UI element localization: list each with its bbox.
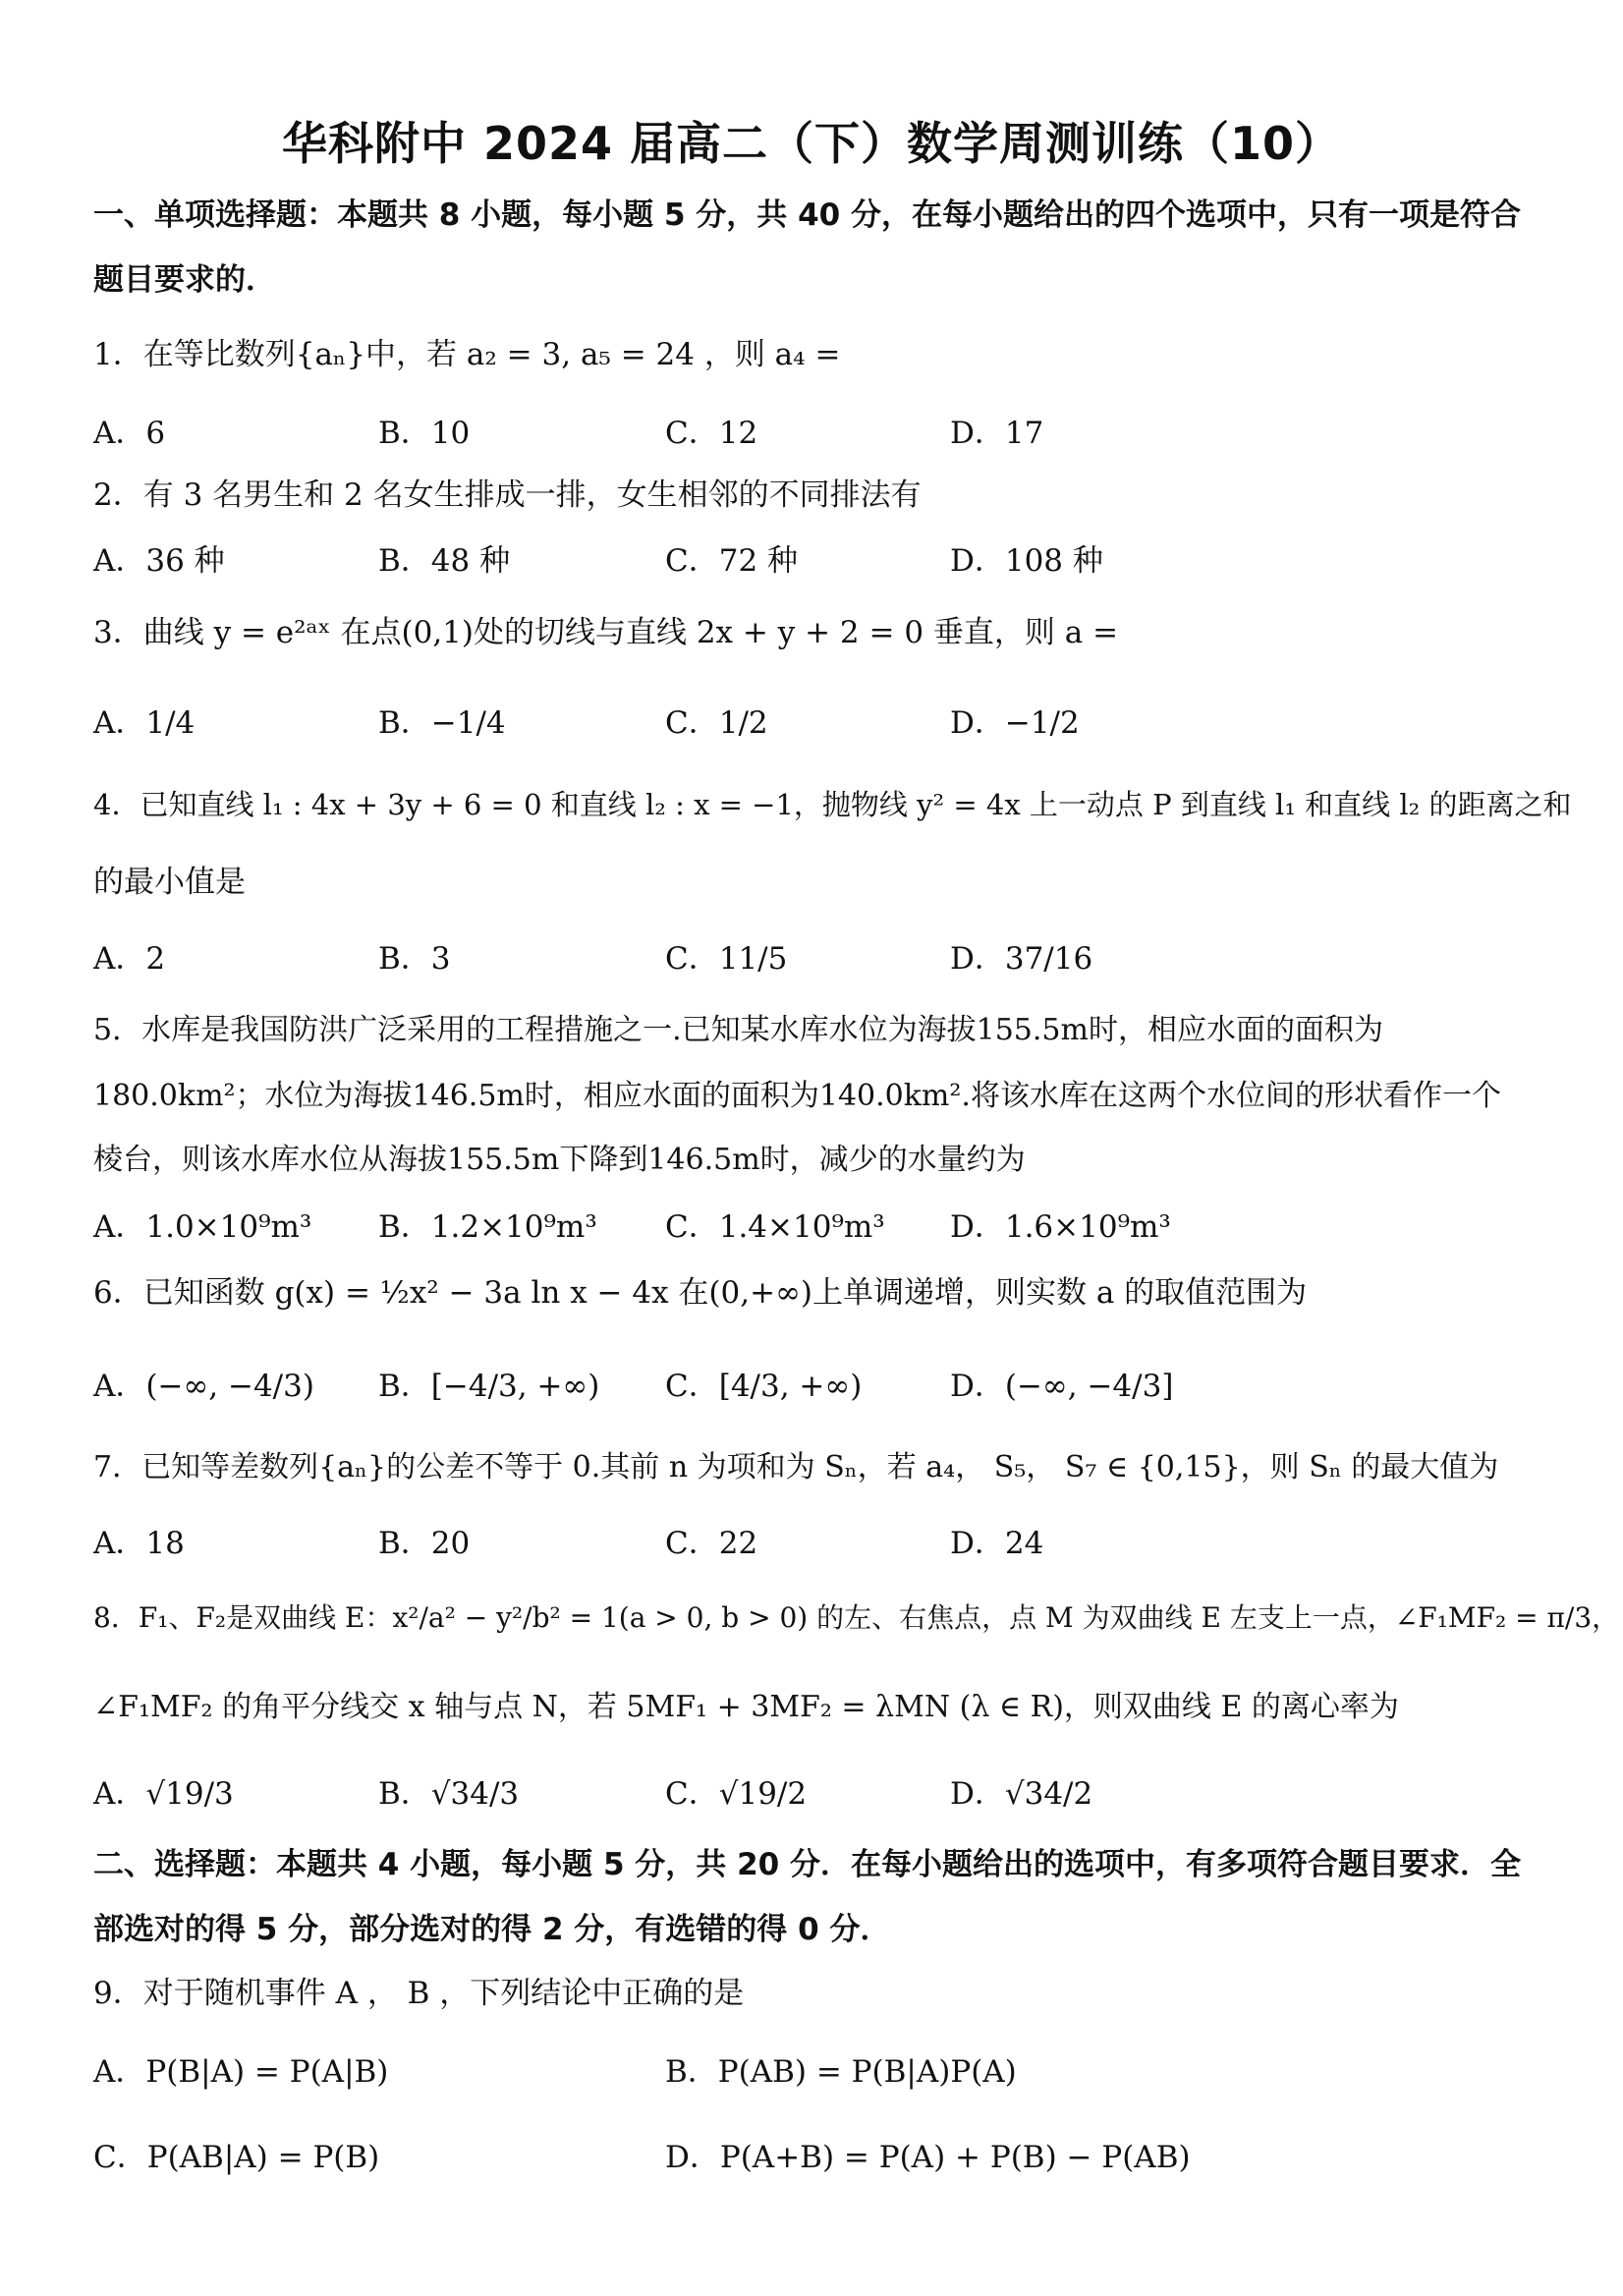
question-1-stem: 1．在等比数列{aₙ}中，若 a₂ = 3, a₅ = 24 ，则 a₄ = (93, 337, 841, 372)
question-9-options-row1 (93, 2046, 1547, 2105)
option-b[interactable]: B．1.2×10⁹m³ (378, 1209, 597, 1245)
question-4-stem: 4．已知直线 l₁ : 4x + 3y + 6 = 0 和直线 l₂ : x = −1，抛物线 y² = 4x 上一动点 P 到直线 l₁ 和直线 l₂ 的距离之和 (93, 788, 1572, 821)
option-d[interactable]: D．17 (950, 416, 1044, 451)
option-c[interactable]: C．P(AB|A) = P(B) (93, 2140, 380, 2175)
question-4-stem-continued: 的最小值是 (93, 865, 246, 900)
option-c[interactable]: C．1/2 (665, 705, 768, 741)
option-c[interactable]: C．72 种 (665, 543, 799, 579)
question-5-options (93, 1202, 1547, 1260)
question-8-stem: 8．F₁、F₂是双曲线 E：x²/a² − y²/b² = 1(a > 0, b > 0) 的左、右焦点，点 M 为双曲线 E 左支上一点，∠F₁MF₂ = π/3， (93, 1601, 1620, 1634)
option-b[interactable]: B．3 (378, 941, 451, 977)
option-a[interactable]: A．1.0×10⁹m³ (93, 1209, 312, 1245)
option-a[interactable]: A．P(B|A) = P(A|B) (93, 2054, 389, 2090)
question-8-options (93, 1768, 1547, 1827)
option-d[interactable]: D．P(A+B) = P(A) + P(B) − P(AB) (665, 2140, 1191, 2175)
option-c[interactable]: C．12 (665, 416, 758, 451)
option-a[interactable]: A．6 (93, 416, 166, 451)
question-4-options (93, 933, 1547, 992)
option-b[interactable]: B．10 (378, 416, 471, 451)
option-c[interactable]: C．[4/3, +∞) (665, 1369, 863, 1404)
option-d[interactable]: D．√34/2 (950, 1776, 1093, 1812)
option-d[interactable]: D．−1/2 (950, 705, 1080, 741)
option-a[interactable]: A．36 种 (93, 543, 225, 579)
option-a[interactable]: A．2 (93, 941, 166, 977)
question-6-stem: 6．已知函数 g(x) = ½x² − 3a ln x − 4x 在(0,+∞)上单调递增，则实数 a 的取值范围为 (93, 1275, 1308, 1311)
question-5-stem-line2: 180.0km²；水位为海拔146.5m时，相应水面的面积为140.0km².将该水库在这两个水位间的形状看作一个 (93, 1079, 1501, 1113)
option-c[interactable]: C．22 (665, 1526, 758, 1561)
option-c[interactable]: C．√19/2 (665, 1776, 808, 1812)
option-d[interactable]: D．108 种 (950, 543, 1103, 579)
option-a[interactable]: A．18 (93, 1526, 185, 1561)
option-b[interactable]: B．48 种 (378, 543, 511, 579)
option-d[interactable]: D．1.6×10⁹m³ (950, 1209, 1171, 1245)
option-d[interactable]: D．37/16 (950, 941, 1093, 977)
page-title: 华科附中 2024 届高二（下）数学周测训练（10） (281, 117, 1342, 170)
option-d[interactable]: D．24 (950, 1526, 1044, 1561)
option-c[interactable]: C．11/5 (665, 941, 788, 977)
option-b[interactable]: B．−1/4 (378, 705, 506, 741)
option-a[interactable]: A．(−∞, −4/3) (93, 1369, 314, 1404)
question-1-options (93, 408, 1547, 467)
question-8-stem-continued: ∠F₁MF₂ 的角平分线交 x 轴与点 N，若 5MF₁ + 3MF₂ = λMN (λ ∈ R)，则双曲线 E 的离心率为 (93, 1690, 1399, 1724)
question-5-stem-line3: 棱台，则该水库水位从海拔155.5m下降到146.5m时，减少的水量约为 (93, 1143, 1026, 1177)
option-b[interactable]: B．P(AB) = P(B|A)P(A) (665, 2054, 1017, 2090)
question-9-options-row2 (93, 2132, 1547, 2191)
question-5-stem: 5．水库是我国防洪广泛采用的工程措施之一.已知某水库水位为海拔155.5m时，相应水面的面积为 (93, 1013, 1383, 1047)
option-b[interactable]: B．[−4/3, +∞) (378, 1369, 600, 1404)
option-b[interactable]: B．20 (378, 1526, 471, 1561)
option-b[interactable]: B．√34/3 (378, 1776, 520, 1812)
question-7-stem: 7．已知等差数列{aₙ}的公差不等于 0.其前 n 为项和为 Sₙ，若 a₄， S₅， S₇ ∈ {0,15}，则 Sₙ 的最大值为 (93, 1450, 1499, 1484)
question-3-stem: 3．曲线 y = e²ᵃˣ 在点(0,1)处的切线与直线 2x + y + 2 = 0 垂直，则 a = (93, 615, 1119, 650)
section2-heading: 二、选择题：本题共 4 小题，每小题 5 分，共 20 分．在每小题给出的选项中，有多项符合题目要求．全部选对的得 5 分，部分选对的得 2 分，有选错的得 0 分． (93, 1847, 1522, 1947)
option-a[interactable]: A．1/4 (93, 705, 196, 741)
option-d[interactable]: D．(−∞, −4/3] (950, 1369, 1174, 1404)
option-c[interactable]: C．1.4×10⁹m³ (665, 1209, 885, 1245)
option-a[interactable]: A．√19/3 (93, 1776, 234, 1812)
question-2-stem: 2．有 3 名男生和 2 名女生排成一排，女生相邻的不同排法有 (93, 477, 922, 513)
question-6-options (93, 1361, 1547, 1420)
section1-heading: 一、单项选择题：本题共 8 小题，每小题 5 分，共 40 分，在每小题给出的四个选项中，只有一项是符合题目要求的． (93, 197, 1522, 298)
question-7-options (93, 1518, 1547, 1577)
question-2-options (93, 535, 1547, 594)
question-9-stem: 9．对于随机事件 A ， B ，下列结论中正确的是 (93, 1976, 745, 2011)
question-3-options (93, 698, 1547, 756)
